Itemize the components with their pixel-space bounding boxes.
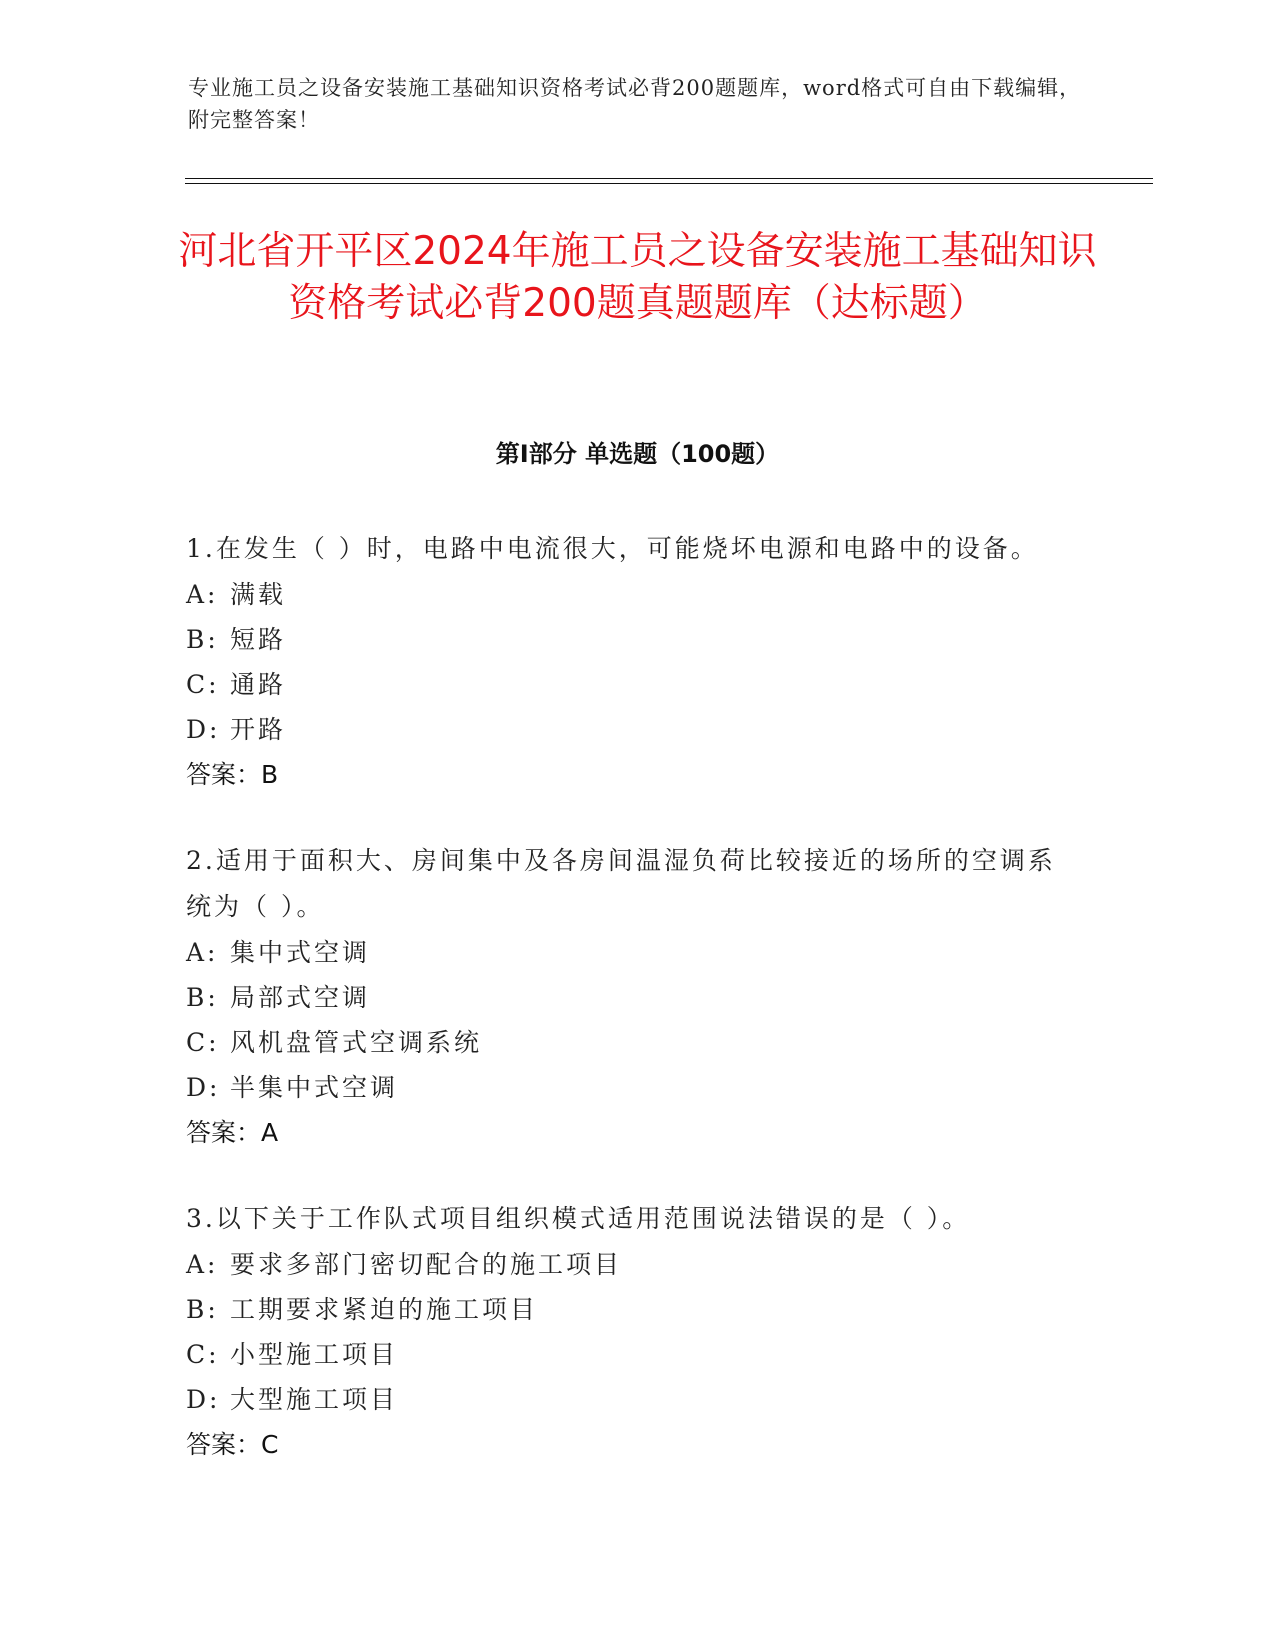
option-b [186,617,1066,662]
option-c [186,662,1066,707]
option-a [186,572,1066,617]
option-text: 通路 [230,670,287,699]
option-text: 满载 [230,580,287,609]
option-letter: A: [186,938,219,967]
option-c [186,1332,1066,1377]
option-text: 大型施工项目 [230,1385,399,1414]
option-letter: B: [186,1295,219,1324]
question-stem: 1.在发生（ ）时，电路中电流很大，可能烧坏电源和电路中的设备。 [186,534,1039,563]
option-text: 半集中式空调 [230,1073,399,1102]
option-a [186,1242,1066,1287]
answer-line: 答案：B [186,760,279,789]
question-stem: 2.适用于面积大、房间集中及各房间温湿负荷比较接近的场所的空调系统为（ ）。 [186,846,1056,921]
option-c [186,1020,1066,1065]
question-stem: 3.以下关于工作队式项目组织模式适用范围说法错误的是（ ）。 [186,1204,971,1233]
answer-line: 答案：C [186,1430,279,1459]
option-letter: A: [186,580,219,609]
option-letter: C: [186,1028,220,1057]
option-letter: D: [186,1385,221,1414]
header-divider-top [185,178,1153,179]
option-a [186,930,1066,975]
option-d [186,1377,1066,1422]
option-text: 集中式空调 [230,938,371,967]
option-text: 风机盘管式空调系统 [230,1028,483,1057]
option-letter: D: [186,715,221,744]
question-1 [186,526,1066,798]
option-text: 开路 [230,715,287,744]
question-3 [186,1196,1066,1468]
option-letter: B: [186,983,219,1012]
option-d [186,1065,1066,1110]
document-title: 河北省开平区2024年施工员之设备安装施工基础知识资格考试必背200题真题题库（达标题） [178,229,1097,326]
section-heading: 第I部分 单选题（100题） [495,440,780,468]
option-text: 小型施工项目 [230,1340,399,1369]
option-letter: C: [186,670,220,699]
answer-line: 答案：A [186,1118,279,1147]
option-letter: A: [186,1250,219,1279]
option-letter: D: [186,1073,221,1102]
option-d [186,707,1066,752]
header-note: 专业施工员之设备安装施工基础知识资格考试必背200题题库，word格式可自由下载编辑，附完整答案！ [188,76,1082,132]
option-letter: B: [186,625,219,654]
option-text: 短路 [230,625,287,654]
option-text: 工期要求紧迫的施工项目 [230,1295,539,1324]
question-2 [186,838,1066,1156]
header-divider-bottom [185,183,1153,184]
option-b [186,1287,1066,1332]
option-text: 要求多部门密切配合的施工项目 [230,1250,623,1279]
option-b [186,975,1066,1020]
option-letter: C: [186,1340,220,1369]
question-list [186,526,1066,1508]
option-text: 局部式空调 [230,983,371,1012]
